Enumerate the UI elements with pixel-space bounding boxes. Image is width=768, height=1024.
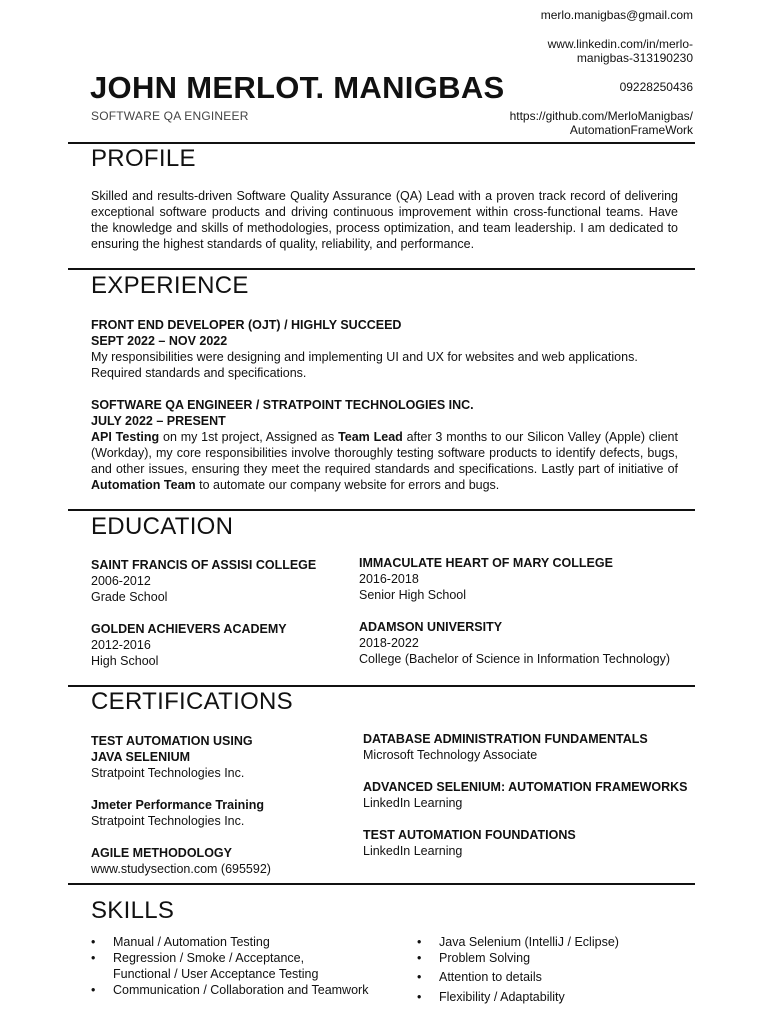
skill-label: Communication / Collaboration and Teamwork <box>113 983 369 997</box>
job-title: SOFTWARE QA ENGINEER / STRATPOINT TECHNOLOGIES INC. <box>91 398 474 412</box>
skill-item <box>417 989 565 1005</box>
skill-item-continuation <box>113 966 318 982</box>
certification-entry <box>363 779 688 811</box>
contact-phone: 09228250436 <box>619 80 693 94</box>
school-name: SAINT FRANCIS OF ASSISI COLLEGE <box>91 558 317 572</box>
certification-entry <box>91 797 264 829</box>
school-name: IMMACULATE HEART OF MARY COLLEGE <box>359 556 613 570</box>
certification-title: TEST AUTOMATION USING <box>91 734 253 748</box>
skill-label: Regression / Smoke / Acceptance, <box>113 951 305 965</box>
bullet-icon: • <box>91 951 96 965</box>
school-level: College (Bachelor of Science in Information Technology) <box>359 652 671 666</box>
linkedin-line-1: www.linkedin.com/in/merlo- <box>547 37 693 51</box>
skill-label: Problem Solving <box>439 951 531 965</box>
skill-label: Java Selenium (IntelliJ / Eclipse) <box>439 935 619 949</box>
skill-item <box>91 950 305 966</box>
school-name: GOLDEN ACHIEVERS ACADEMY <box>91 622 287 636</box>
education-entry <box>359 555 613 603</box>
job-text: after 3 months to our Silicon Valley (Apple) client (Workday), my core responsibilities involve thoroughly testing software products to identify defects, bugs, and other issues, ensuring they meet the required standards and specifications. Lastly part of initiative of <box>91 430 678 476</box>
contact-linkedin[interactable] <box>548 37 693 65</box>
school-years: 2006-2012 <box>91 574 151 588</box>
certification-issuer: Stratpoint Technologies Inc. <box>91 814 245 828</box>
job-highlight: Automation Team <box>91 478 196 492</box>
experience-entry <box>91 397 678 493</box>
candidate-role: SOFTWARE QA ENGINEER <box>91 109 249 123</box>
linkedin-line-2: manigbas-313190230 <box>576 51 693 65</box>
certification-title: TEST AUTOMATION FOUNDATIONS <box>363 828 576 842</box>
bullet-icon: • <box>417 935 422 949</box>
certification-title: AGILE METHODOLOGY <box>91 846 232 860</box>
experience-entry <box>91 317 678 381</box>
job-highlight: API Testing <box>91 430 160 444</box>
certification-title: Jmeter Performance Training <box>91 798 264 812</box>
bullet-icon: • <box>91 983 96 997</box>
job-dates: SEPT 2022 – NOV 2022 <box>91 334 228 348</box>
job-dates: JULY 2022 – PRESENT <box>91 414 226 428</box>
contact-github[interactable] <box>510 109 693 137</box>
certification-entry <box>91 845 271 877</box>
skill-label: Functional / User Acceptance Testing <box>113 967 319 981</box>
skill-label: Manual / Automation Testing <box>113 935 270 949</box>
school-years: 2018-2022 <box>359 636 419 650</box>
skill-item <box>91 982 369 998</box>
school-years: 2012-2016 <box>91 638 151 652</box>
certification-title: ADVANCED SELENIUM: AUTOMATION FRAMEWORKS <box>363 780 688 794</box>
job-text: to automate our company website for errors and bugs. <box>195 478 500 492</box>
experience-heading: EXPERIENCE <box>91 272 249 299</box>
bullet-icon: • <box>417 990 422 1004</box>
certifications-heading: CERTIFICATIONS <box>91 688 293 715</box>
candidate-name: JOHN MERLOT. MANIGBAS <box>90 70 505 105</box>
certification-entry <box>363 731 648 763</box>
github-line-1: https://github.com/MerloManigbas/ <box>509 109 693 123</box>
profile-text: Skilled and results-driven Software Quality Assurance (QA) Lead with a proven track record of delivering exceptional software products and driving continuous improvement within cross-functional teams. Have the knowledge and skills of methodologies, process optimization, and team leadership. I am dedicated to ensuring the highest standards of quality, reliability, and performance. <box>91 189 678 251</box>
certification-issuer: LinkedIn Learning <box>363 844 463 858</box>
section-divider <box>68 685 695 687</box>
school-level: High School <box>91 654 159 668</box>
education-entry <box>91 557 316 605</box>
skills-heading: SKILLS <box>91 897 175 924</box>
skill-label: Flexibility / Adaptability <box>439 990 565 1004</box>
certification-issuer: Microsoft Technology Associate <box>363 748 538 762</box>
section-divider <box>68 142 695 144</box>
profile-heading: PROFILE <box>91 145 196 172</box>
school-name: ADAMSON UNIVERSITY <box>359 620 503 634</box>
skill-label: Attention to details <box>439 970 542 984</box>
school-level: Grade School <box>91 590 168 604</box>
education-entry <box>91 621 287 669</box>
bullet-icon: • <box>417 970 422 984</box>
education-heading: EDUCATION <box>91 513 234 540</box>
section-divider <box>68 509 695 511</box>
skill-item <box>417 969 542 985</box>
job-highlight: Team Lead <box>338 430 403 444</box>
job-description: My responsibilities were designing and implementing UI and UX for websites and web applications. Required standards and specifications. <box>91 350 638 380</box>
job-text: on my 1st project, Assigned as <box>159 430 339 444</box>
certification-issuer[interactable]: www.studysection.com (695592) <box>91 862 271 876</box>
skill-item <box>417 934 619 950</box>
certification-entry <box>91 733 253 781</box>
bullet-icon: • <box>417 951 422 965</box>
skill-item <box>91 934 270 950</box>
certification-title: DATABASE ADMINISTRATION FUNDAMENTALS <box>363 732 648 746</box>
job-description <box>91 429 678 493</box>
certification-title: JAVA SELENIUM <box>91 750 191 764</box>
education-entry <box>359 619 670 667</box>
certification-issuer: Stratpoint Technologies Inc. <box>91 766 245 780</box>
skills-list-left <box>91 934 393 1004</box>
school-years: 2016-2018 <box>359 572 419 586</box>
bullet-icon: • <box>91 935 96 949</box>
job-title: FRONT END DEVELOPER (OJT) / HIGHLY SUCCEED <box>91 318 402 332</box>
github-line-2: AutomationFrameWork <box>569 123 693 137</box>
certification-entry <box>363 827 576 859</box>
skills-list-right <box>417 934 689 1006</box>
section-divider <box>68 268 695 270</box>
certification-issuer: LinkedIn Learning <box>363 796 463 810</box>
school-level: Senior High School <box>359 588 467 602</box>
contact-email[interactable]: merlo.manigbas@gmail.com <box>540 8 693 22</box>
section-divider <box>68 883 695 885</box>
skill-item <box>417 950 531 966</box>
